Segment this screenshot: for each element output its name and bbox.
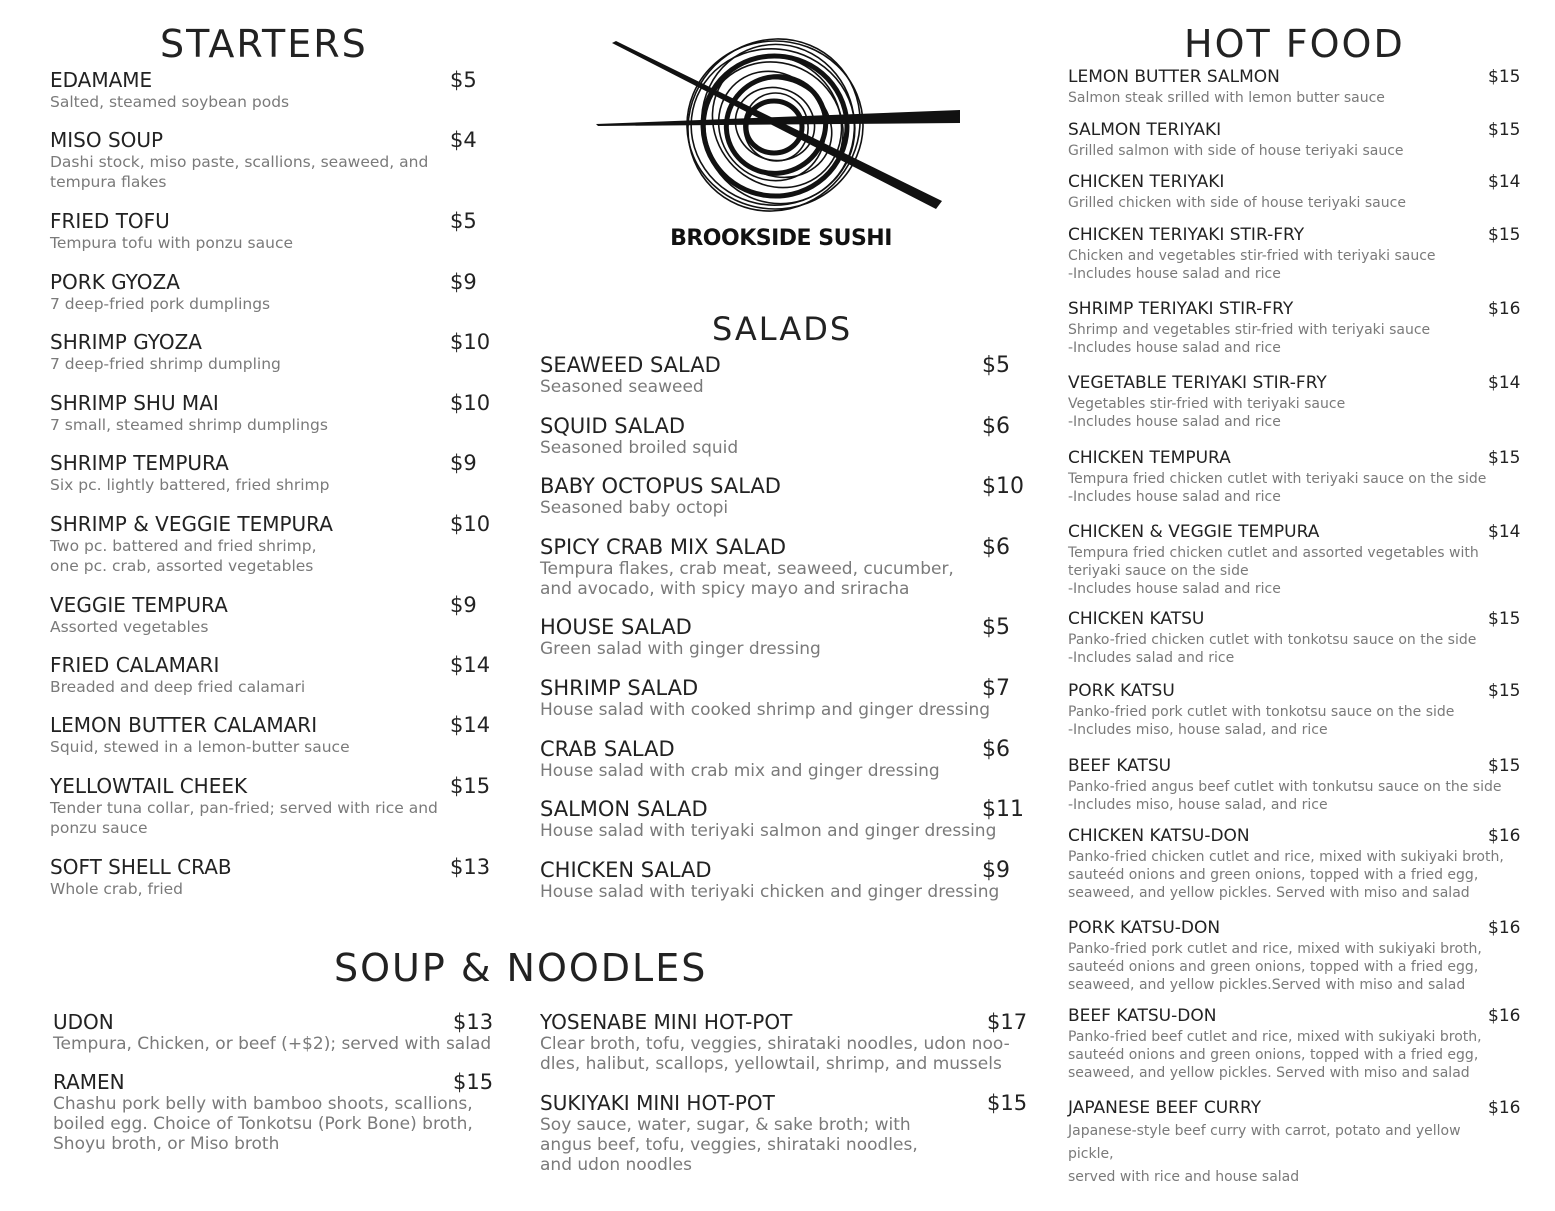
item-price: $14 [1488, 172, 1521, 192]
item-name: SHRIMP TEMPURA [50, 451, 229, 475]
item-price: $10 [450, 512, 491, 536]
item-description: Squid, stewed in a lemon-butter sauce [50, 738, 350, 756]
item-price: $9 [450, 451, 477, 475]
item-name: SEAWEED SALAD [540, 353, 721, 377]
item-description: Tempura, Chicken, or beef (+$2); served with salad [53, 1034, 492, 1054]
item-description: Grilled chicken with side of house teriyaki sauce [1068, 195, 1406, 211]
item-name: YELLOWTAIL CHEEK [50, 774, 248, 798]
item-description: Salted, steamed soybean pods [50, 93, 290, 111]
item-description: Vegetables stir-fried with teriyaki sauce -Includes house salad and rice [1068, 396, 1346, 430]
item-name: VEGGIE TEMPURA [50, 593, 228, 617]
item-description: Six pc. lightly battered, fried shrimp [50, 476, 330, 494]
brand-name: BROOKSIDE SUSHI [670, 226, 892, 251]
item-name: SHRIMP SHU MAI [50, 391, 219, 415]
item-price: $15 [1488, 225, 1521, 245]
item-price: $13 [450, 855, 491, 879]
item-name: CHICKEN TERIYAKI [1068, 172, 1225, 192]
item-price: $5 [982, 615, 1010, 640]
item-name: SHRIMP TERIYAKI STIR-FRY [1068, 299, 1294, 319]
item-name: YOSENABE MINI HOT-POT [540, 1010, 793, 1034]
item-name: LEMON BUTTER SALMON [1068, 67, 1280, 87]
item-price: $14 [450, 713, 491, 737]
item-description: Green salad with ginger dressing [540, 639, 821, 659]
item-description: Seasoned broiled squid [540, 438, 739, 458]
item-description: Dashi stock, miso paste, scallions, seaweed, and tempura flakes [50, 153, 429, 191]
item-price: $16 [1488, 826, 1521, 846]
item-name: VEGETABLE TERIYAKI STIR-FRY [1068, 373, 1327, 393]
item-description: Assorted vegetables [50, 618, 209, 636]
item-description: Whole crab, fried [50, 880, 183, 898]
item-name: PORK KATSU [1068, 681, 1175, 701]
item-description: Panko-fried beef cutlet and rice, mixed with sukiyaki broth, sauteéd onions and green onions, topped with a fried egg, seaweed, and yellow pickles. Served with miso and salad [1068, 1029, 1482, 1081]
item-name: SHRIMP SALAD [540, 676, 699, 700]
item-description: Tempura flakes, crab meat, seaweed, cucumber, and avocado, with spicy mayo and sriracha [540, 559, 954, 599]
item-description: Clear broth, tofu, veggies, shirataki noodles, udon noo- dles, halibut, scallops, yellowtail, shrimp, and mussels [540, 1034, 1010, 1074]
item-description: Soy sauce, water, sugar, & sake broth; with angus beef, tofu, veggies, shirataki noodles, and udon noodles [540, 1115, 918, 1175]
item-description: Shrimp and vegetables stir-fried with teriyaki sauce -Includes house salad and rice [1068, 322, 1431, 356]
item-price: $14 [1488, 373, 1521, 393]
item-price: $14 [1488, 522, 1521, 542]
item-description: Japanese-style beef curry with carrot, potato and yellow pickle, served with rice and house salad [1068, 1123, 1461, 1185]
item-price: $15 [1488, 67, 1521, 87]
item-name: SHRIMP & VEGGIE TEMPURA [50, 512, 333, 536]
item-price: $6 [982, 737, 1010, 762]
item-name: FRIED CALAMARI [50, 653, 220, 677]
item-name: CHICKEN KATSU-DON [1068, 826, 1250, 846]
item-name: CHICKEN TEMPURA [1068, 448, 1231, 468]
item-description: Chicken and vegetables stir-fried with teriyaki sauce -Includes house salad and rice [1068, 248, 1436, 282]
item-price: $15 [1488, 120, 1521, 140]
item-name: CRAB SALAD [540, 737, 675, 761]
item-description: Tempura tofu with ponzu sauce [50, 234, 293, 252]
item-price: $10 [450, 330, 491, 354]
item-price: $9 [450, 270, 477, 294]
item-name: LEMON BUTTER CALAMARI [50, 713, 318, 737]
item-description: Seasoned seaweed [540, 377, 704, 397]
item-name: SALMON SALAD [540, 797, 708, 821]
item-description: Seasoned baby octopi [540, 498, 729, 518]
item-price: $11 [982, 797, 1024, 822]
item-name: BABY OCTOPUS SALAD [540, 474, 781, 498]
item-name: HOUSE SALAD [540, 615, 692, 639]
item-name: SPICY CRAB MIX SALAD [540, 535, 787, 559]
item-name: SHRIMP GYOZA [50, 330, 202, 354]
item-price: $15 [1488, 448, 1521, 468]
item-price: $7 [982, 676, 1010, 701]
item-description: Salmon steak srilled with lemon butter sauce [1068, 90, 1385, 106]
item-name: SALMON TERIYAKI [1068, 120, 1222, 140]
item-price: $10 [982, 474, 1024, 499]
item-price: $16 [1488, 1006, 1521, 1026]
item-name: SQUID SALAD [540, 414, 686, 438]
item-price: $16 [1488, 299, 1521, 319]
item-price: $6 [982, 414, 1010, 439]
item-name: BEEF KATSU [1068, 756, 1172, 776]
item-description: 7 deep-fried shrimp dumpling [50, 355, 281, 373]
item-name: JAPANESE BEEF CURRY [1068, 1098, 1262, 1118]
item-name: UDON [53, 1010, 114, 1034]
soup-noodles-title: SOUP & NOODLES [334, 946, 708, 990]
item-description: 7 small, steamed shrimp dumplings [50, 416, 328, 434]
item-description: Tender tuna collar, pan-fried; served with rice and ponzu sauce [50, 799, 438, 837]
item-description: Tempura fried chicken cutlet with teriyaki sauce on the side -Includes house salad and rice [1068, 471, 1487, 505]
item-name: CHICKEN SALAD [540, 858, 712, 882]
item-description: House salad with crab mix and ginger dressing [540, 761, 940, 781]
item-price: $15 [1488, 756, 1521, 776]
item-price: $5 [982, 353, 1010, 378]
salads-title: SALADS [712, 310, 853, 348]
item-name: CHICKEN KATSU [1068, 609, 1205, 629]
item-name: SUKIYAKI MINI HOT-POT [540, 1091, 775, 1115]
item-description: Panko-fried chicken cutlet and rice, mixed with sukiyaki broth, sauteéd onions and green onions, topped with a fried egg, seaweed, and yellow pickles. Served with miso and salad [1068, 849, 1504, 901]
item-price: $13 [453, 1010, 494, 1034]
item-name: FRIED TOFU [50, 209, 170, 233]
item-name: PORK KATSU-DON [1068, 918, 1221, 938]
item-description: Panko-fried angus beef cutlet with tonkutsu sauce on the side -Includes miso, house salad, and rice [1068, 779, 1502, 813]
item-price: $15 [1488, 681, 1521, 701]
item-price: $5 [450, 209, 477, 233]
item-description: Panko-fried chicken cutlet with tonkotsu sauce on the side -Includes salad and rice [1068, 632, 1477, 666]
item-price: $15 [1488, 609, 1521, 629]
item-name: MISO SOUP [50, 128, 164, 152]
item-description: House salad with cooked shrimp and ginger dressing [540, 700, 991, 720]
item-name: RAMEN [53, 1070, 125, 1094]
item-price: $9 [450, 593, 477, 617]
item-price: $4 [450, 128, 477, 152]
item-name: EDAMAME [50, 68, 153, 92]
starters-title: STARTERS [160, 22, 368, 66]
item-price: $10 [450, 391, 491, 415]
item-description: Tempura fried chicken cutlet and assorted vegetables with teriyaki sauce on the side -Includes house salad and rice [1068, 545, 1479, 597]
item-price: $16 [1488, 918, 1521, 938]
item-description: Two pc. battered and fried shrimp, one pc. crab, assorted vegetables [50, 537, 317, 575]
item-description: Breaded and deep fried calamari [50, 678, 306, 696]
item-description: Panko-fried pork cutlet with tonkotsu sauce on the side -Includes miso, house salad, and rice [1068, 704, 1455, 738]
item-price: $9 [982, 858, 1010, 883]
item-price: $15 [987, 1091, 1028, 1115]
item-name: SOFT SHELL CRAB [50, 855, 232, 879]
item-name: CHICKEN & VEGGIE TEMPURA [1068, 522, 1320, 542]
item-name: PORK GYOZA [50, 270, 180, 294]
item-price: $5 [450, 68, 477, 92]
item-price: $17 [987, 1010, 1028, 1034]
item-description: 7 deep-fried pork dumplings [50, 295, 271, 313]
item-name: CHICKEN TERIYAKI STIR-FRY [1068, 225, 1305, 245]
item-description: Chashu pork belly with bamboo shoots, scallions, boiled egg. Choice of Tonkotsu (Pork Bone) broth, Shoyu broth, or Miso broth [53, 1094, 473, 1154]
item-description: House salad with teriyaki salmon and ginger dressing [540, 821, 997, 841]
hot-food-title: HOT FOOD [1184, 22, 1405, 66]
item-price: $16 [1488, 1098, 1521, 1118]
item-description: Grilled salmon with side of house teriyaki sauce [1068, 143, 1404, 159]
item-price: $14 [450, 653, 491, 677]
item-price: $15 [450, 774, 491, 798]
item-description: Panko-fried pork cutlet and rice, mixed with sukiyaki broth, sauteéd onions and green onions, topped with a fried egg, seaweed, and yellow pickles.Served with miso and salad [1068, 941, 1482, 993]
item-price: $6 [982, 535, 1010, 560]
item-description: House salad with teriyaki chicken and ginger dressing [540, 882, 1000, 902]
ink-circle-chopsticks-icon [592, 25, 962, 255]
item-name: BEEF KATSU-DON [1068, 1006, 1217, 1026]
item-price: $15 [453, 1070, 494, 1094]
